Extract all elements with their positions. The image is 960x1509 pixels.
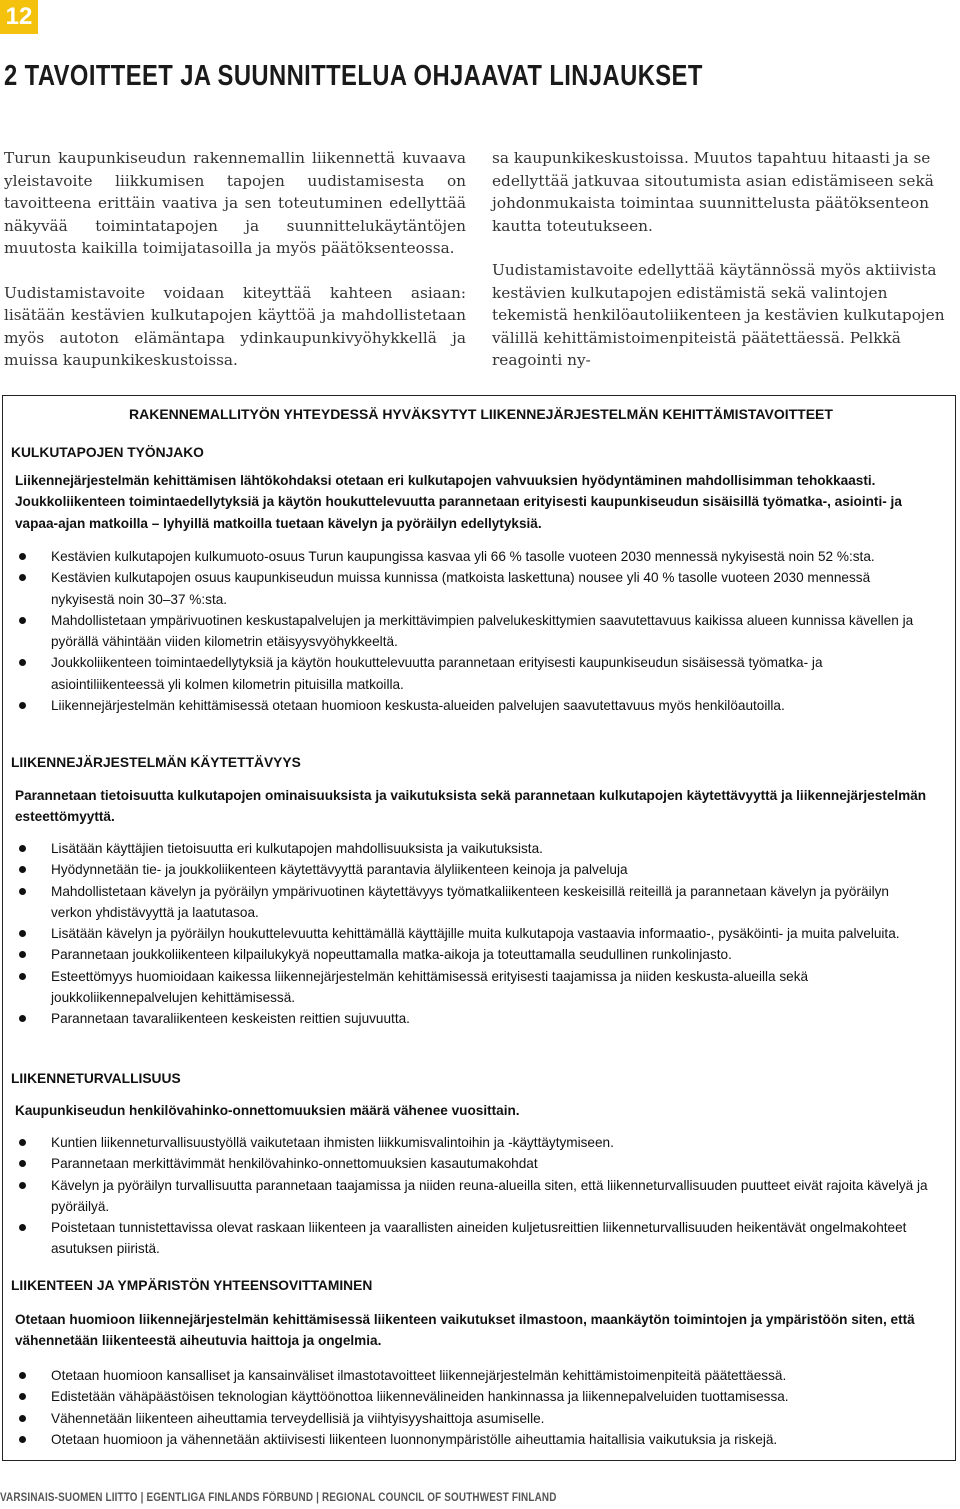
list-item: Parannetaan merkittävimmät henkilövahinko-onnettomuuksien kasautumakohdat xyxy=(17,1153,932,1174)
intro-right-column xyxy=(492,147,954,372)
list-item: Esteettömyys huomioidaan kaikessa liikennejärjestelmän kehittämisessä erityisesti taajamissa ja niiden keskusta-alueilla sekä joukkoliikennepalvelujen kehittämisessä. xyxy=(17,966,932,1009)
section-lead: Kaupunkiseudun henkilövahinko-onnettomuuksien määrä vähenee vuosittain. xyxy=(15,1103,520,1118)
intro-paragraph: Uudistamistavoite voidaan kiteyttää kahteen asiaan: lisätään kestävien kulkutapojen käyttöä ja mahdollistetaan myös autoton elämäntapa ydinkaupunkivyöhykkellä ja muissa kaupunkikeskustoissa. xyxy=(4,283,466,369)
list-item: Parannetaan tavaraliikenteen keskeisten reittien sujuvuutta. xyxy=(17,1008,932,1029)
footer-organization: VARSINAIS-SUOMEN LIITTO | EGENTLIGA FINLANDS FÖRBUND | REGIONAL COUNCIL OF SOUTHWEST FINLAND xyxy=(0,1492,557,1504)
intro-left-column xyxy=(4,147,466,372)
list-item: Lisätään kävelyn ja pyöräilyn houkuttelevuutta kehittämällä käyttäjille muita kulkutapoja vastaavia informaatio-, pysäköinti- ja muita palveluita. xyxy=(17,923,932,944)
list-item: Vähennetään liikenteen aiheuttamia terveydellisiä ja viihtyisyyshaittoja asumiselle. xyxy=(17,1408,932,1429)
section-lead: Liikennejärjestelmän kehittämisen lähtökohdaksi otetaan eri kulkutapojen vahvuuksien hyödyntäminen mahdollisimman tehokkaasti. Joukkoliikenteen toimintaedellytyksiä ja käytön houkuttelevuutta parannetaan erityisesti kaupunkiseudun sisäisillä työmatka-, asiointi- ja vapaa-ajan matkoilla – lyhyillä matkoilla tuetaan kävelyn ja pyöräilyn edellytyksiä. xyxy=(15,473,902,531)
goals-box xyxy=(2,395,956,1461)
page-title: 2 TAVOITTEET JA SUUNNITTELUA OHJAAVAT LINJAUKSET xyxy=(4,60,703,92)
bullet-list xyxy=(17,838,932,1030)
list-item: Otetaan huomioon ja vähennetään aktiivisesti liikenteen luonnonympäristölle aiheuttamia haitallisia vaikutuksia ja riskejä. xyxy=(17,1429,932,1450)
list-item: Lisätään käyttäjien tietoisuutta eri kulkutapojen mahdollisuuksista ja vaikutuksista. xyxy=(17,838,932,859)
bullet-list xyxy=(17,1132,932,1260)
bullet-list xyxy=(17,546,932,716)
section-lead: Otetaan huomioon liikennejärjestelmän kehittämisessä liikenteen vaikutukset ilmastoon, maankäytön toimintojen ja ympäristöön siten, että vähennetään liikenteestä aiheutuvia haittoja ja ongelmia. xyxy=(15,1312,915,1349)
list-item: Joukkoliikenteen toimintaedellytyksiä ja käytön houkuttelevuutta parannetaan erityisesti kaupunkiseudun sisäisessä työmatka- ja asiointiliikenteessä yli kolmen kilometrin pituisilla matkoilla. xyxy=(17,652,932,695)
page-number: 12 xyxy=(0,0,38,34)
list-item: Poistetaan tunnistettavissa olevat raskaan liikenteen ja vaarallisten aineiden kuljetusreittien liikenneturvallisuuden heikentävät ongelmakohteet asutuksen piiristä. xyxy=(17,1217,932,1260)
bullet-list xyxy=(17,1365,932,1450)
list-item: Mahdollistetaan ympärivuotinen keskustapalvelujen ja merkittävimpien palvelukeskittymien saavutettavuus kaikissa alueen kunnissa kävellen ja pyörällä vähintään viiden kilometrin etäisyysvyöhykkeeltä. xyxy=(17,610,932,653)
goals-box-heading: RAKENNEMALLITYÖN YHTEYDESSÄ HYVÄKSYTYT LIIKENNEJÄRJESTELMÄN KEHITTÄMISTAVOITTEET xyxy=(129,406,833,422)
list-item: Parannetaan joukkoliikenteen kilpailukykyä nopeuttamalla matka-aikoja ja toteuttamalla seudullinen runkolinjasto. xyxy=(17,944,932,965)
list-item: Kuntien liikenneturvallisuustyöllä vaikutetaan ihmisten liikkumisvalintoihin ja -käyttäytymiseen. xyxy=(17,1132,932,1153)
list-item: Hyödynnetään tie- ja joukkoliikenteen käytettävyyttä parantavia älyliikenteen keinoja ja palveluja xyxy=(17,859,932,880)
list-item: Liikennejärjestelmän kehittämisessä otetaan huomioon keskusta-alueiden palvelujen saavutettavuus myös henkilöautoilla. xyxy=(17,695,932,716)
section-title-ymparisto: LIIKENTEEN JA YMPÄRISTÖN YHTEENSOVITTAMINEN xyxy=(11,1278,373,1293)
list-item: Kestävien kulkutapojen osuus kaupunkiseudun muissa kunnissa (matkoista laskettuna) nousee yli 40 % tasolle vuoteen 2030 mennessä nykyisestä noin 30–37 %:sta. xyxy=(17,567,932,610)
list-item: Kävelyn ja pyöräilyn turvallisuutta parannetaan taajamissa ja niiden reuna-alueilla siten, että liikenneturvallisuuden puutteet eivät rajoita kävelyä ja pyöräilyä. xyxy=(17,1175,932,1218)
section-title-liikenneturvallisuus: LIIKENNETURVALLISUUS xyxy=(11,1071,181,1086)
list-item: Mahdollistetaan kävelyn ja pyöräilyn ympärivuotinen käytettävyys työmatkaliikenteen keskeisillä reiteillä ja parannetaan kävelyn ja pyöräilyn verkon yhdistävyyttä ja laatutasoa. xyxy=(17,881,932,924)
section-title-kulkutapojen-tyonjako: KULKUTAPOJEN TYÖNJAKO xyxy=(11,445,204,460)
intro-paragraph: Turun kaupunkiseudun rakennemallin liikennettä kuvaava yleistavoite liikkumisen tapojen uudistamisesta on tavoitteena erittäin vaativa ja sen toteutuminen edellyttää näkyvää toimintatapojen ja suunnittelukäytäntöjen muutosta kaikilla toimijatasoilla ja myös päätöksenteossa. xyxy=(4,149,466,257)
section-title-kaytettavyys: LIIKENNEJÄRJESTELMÄN KÄYTETTÄVYYS xyxy=(11,755,301,770)
list-item: Edistetään vähäpäästöisen teknologian käyttöönottoa liikennevälineiden hankinnassa ja liikennepalveluiden tuottamisessa. xyxy=(17,1386,932,1407)
list-item: Kestävien kulkutapojen kulkumuoto-osuus Turun kaupungissa kasvaa yli 66 % tasolle vuoteen 2030 mennessä nykyisestä noin 52 %:sta. xyxy=(17,546,932,567)
intro-paragraph: Uudistamistavoite edellyttää käytännössä myös aktiivista kestävien kulkutapojen edistämistä sekä valintojen tekemistä henkilöautoliikenteen ja kestävien kulkutapojen välillä kehittämistoimenpiteistä päätettäessä. Pelkkä reagointi ny- xyxy=(492,261,945,369)
list-item: Otetaan huomioon kansalliset ja kansainväliset ilmastotavoitteet liikennejärjestelmän kehittämistoimenpiteitä päätettäessä. xyxy=(17,1365,932,1386)
intro-paragraph: sa kaupunkikeskustoissa. Muutos tapahtuu hitaasti ja se edellyttää jatkuvaa sitoutumista asian edistämiseen sekä johdonmukaista toimintaa suunnittelusta päätöksenteon kautta toteutukseen. xyxy=(492,149,934,235)
section-lead: Parannetaan tietoisuutta kulkutapojen ominaisuuksista ja vaikutuksista sekä parannetaan kulkutapojen käytettävyyttä ja liikennejärjestelmän esteettömyyttä. xyxy=(15,788,927,825)
